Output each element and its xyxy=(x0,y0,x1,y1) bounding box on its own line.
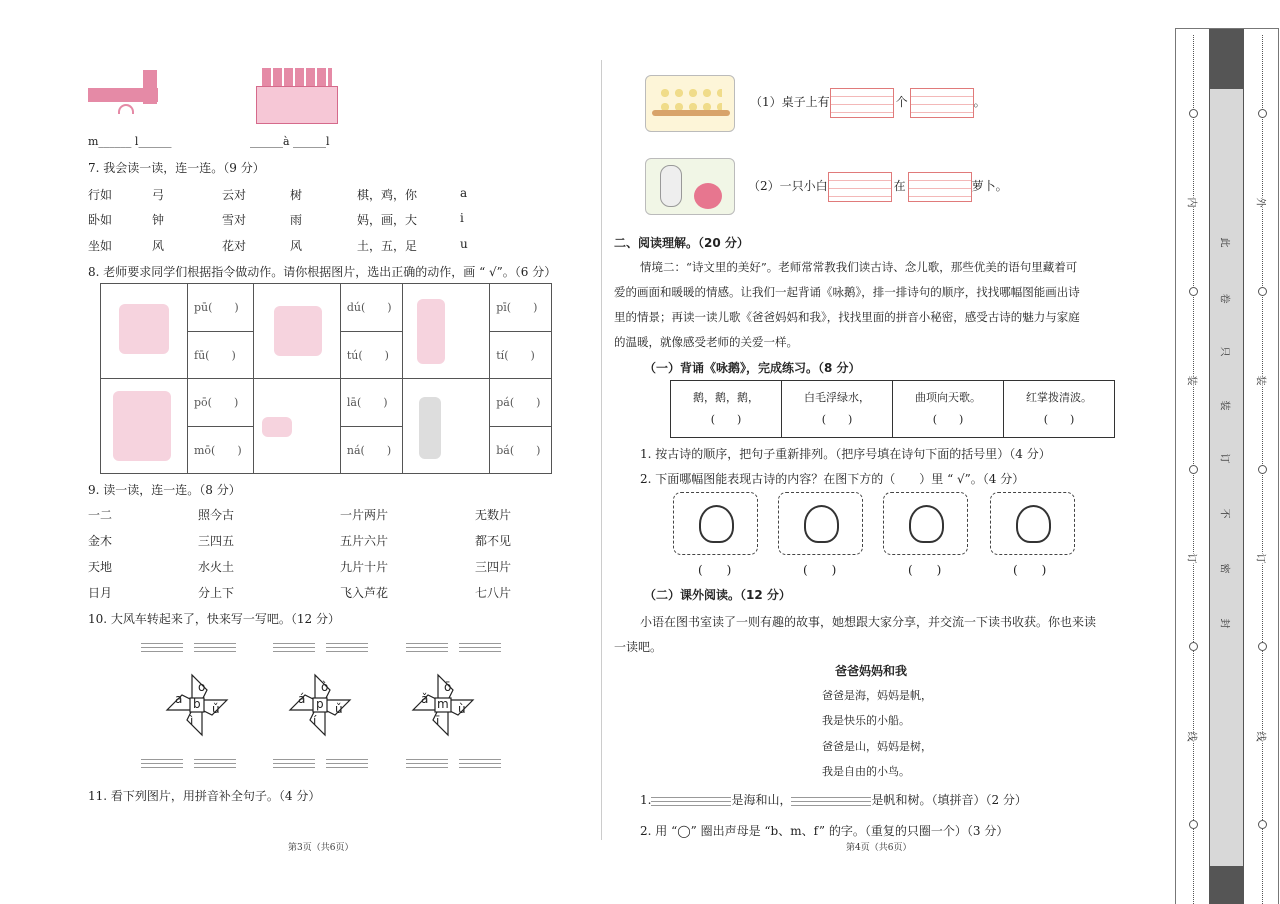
pinwheel-m xyxy=(408,670,478,740)
q7-cell: 花对 xyxy=(222,239,247,253)
poem-line: 爸爸是山，妈妈是树， xyxy=(822,740,932,753)
poem-order-table xyxy=(670,380,1115,438)
poem-line: 曲项向天歌。 xyxy=(915,391,981,404)
poem-line: 红掌拨清波。 xyxy=(1026,391,1092,404)
q9-cell: 天地 xyxy=(88,560,113,574)
part-1-q1: 1. 按古诗的顺序，把句子重新排列。（把序号填在诗句下面的括号里）（4 分） xyxy=(640,447,1051,461)
q8-option[interactable]: tí( ) xyxy=(490,331,552,379)
q9-cell: 照今古 xyxy=(198,508,235,522)
order-paren[interactable]: ( ) xyxy=(710,413,742,426)
sentence-2-end: 萝卜。 xyxy=(971,179,1008,193)
swan-image-1 xyxy=(673,492,758,555)
swan-image-2 xyxy=(778,492,863,555)
inner-label: 线 xyxy=(1186,732,1201,742)
blindfold-game-image xyxy=(101,379,188,474)
q8-option[interactable]: pī( ) xyxy=(490,284,552,332)
q9-cell: 水火土 xyxy=(198,560,235,574)
pinwheel-top: o xyxy=(198,680,206,694)
q7-cell: a xyxy=(460,186,468,200)
sentence-1-pre: （1）桌子上有 xyxy=(750,95,830,109)
q9-cell: 一二 xyxy=(88,508,113,522)
writing-lines[interactable] xyxy=(141,640,183,654)
poem-line: 我是快乐的小船。 xyxy=(822,714,910,727)
road-image xyxy=(88,70,160,122)
q6-blank-2: ______à ______l xyxy=(250,135,330,148)
sentence-1-end: 。 xyxy=(973,95,986,109)
q6-blank-1: m______ l______ xyxy=(88,135,172,148)
writing-lines[interactable] xyxy=(194,756,236,770)
climbing-ladder-image xyxy=(403,379,490,474)
crayon-box-image xyxy=(256,68,338,124)
pinwheel-right: ǔ xyxy=(212,702,220,716)
band-char: 此 xyxy=(1218,237,1230,248)
inner-label: 装 xyxy=(1186,376,1201,386)
pinwheel-b xyxy=(162,670,232,740)
q8-option[interactable]: lā( ) xyxy=(340,379,402,427)
q8-option[interactable]: mō( ) xyxy=(188,426,254,474)
sentence-2-pre: （2）一只小白 xyxy=(748,179,828,193)
pinwheel-top: ō xyxy=(444,680,452,694)
poem-line: 我是自由的小鸟。 xyxy=(822,765,910,778)
pinwheel-top: ò xyxy=(321,680,329,694)
binding-strip xyxy=(1175,28,1279,904)
pulling-cart-image xyxy=(253,379,340,474)
band-char: 装 xyxy=(1218,400,1230,411)
band-char: 密 xyxy=(1218,563,1230,574)
q7-cell: 卧如 xyxy=(88,213,113,227)
q7-cell: 妈，画，大 xyxy=(357,213,418,227)
q8-option[interactable]: pū( ) xyxy=(188,284,254,332)
q9-cell: 无数片 xyxy=(475,508,512,522)
q8-option[interactable]: fū( ) xyxy=(188,331,254,379)
q7-cell: 雨 xyxy=(290,213,303,227)
intro-line: 里的情景；再读一读儿歌《爸爸妈妈和我》，找找里面的拼音小秘密，感受古诗的魅力与家庭 xyxy=(614,310,1080,324)
pinwheel-center: p xyxy=(316,697,324,711)
pinwheel-bottom: ì xyxy=(190,714,194,728)
q7-cell: 棋，鸡，你 xyxy=(357,188,418,202)
poem-cell xyxy=(671,381,782,438)
q9-cell: 三四片 xyxy=(475,560,512,574)
q8-option[interactable]: pá( ) xyxy=(490,379,552,427)
pinwheel-left: a xyxy=(175,692,183,706)
writing-lines[interactable] xyxy=(326,756,368,770)
intro-line: 爱的画面和暖暖的情感。让我们一起背诵《咏鹅》，排一排诗句的顺序，找找哪幅图能画出诗 xyxy=(614,285,1080,299)
q9-cell: 都不见 xyxy=(475,534,512,548)
q7-cell: 风 xyxy=(152,239,165,253)
fill-box[interactable] xyxy=(828,172,892,202)
swan-paren[interactable]: ( ) xyxy=(1013,563,1047,577)
part-2-title: （二）课外阅读。（12 分） xyxy=(644,588,791,602)
outer-label: 装 xyxy=(1255,376,1270,386)
q7-cell: i xyxy=(460,211,464,225)
q11-title: 11. 看下列图片，用拼音补全句子。（4 分） xyxy=(88,789,321,803)
q8-option[interactable]: ná( ) xyxy=(340,426,402,474)
poem-line: 白毛浮绿水， xyxy=(804,391,870,404)
q7-cell: 土，五，足 xyxy=(357,239,418,253)
q7-cell: 坐如 xyxy=(88,239,113,253)
band-char: 卷 xyxy=(1218,293,1230,304)
band-char: 只 xyxy=(1218,346,1230,357)
outer-label: 外 xyxy=(1255,198,1270,208)
intro-line: 情境二：“诗文里的美好”。老师常常教我们读古诗、念儿歌，那些优美的语句里藏着可 xyxy=(640,260,1078,274)
pinwheel-p xyxy=(285,670,355,740)
writing-lines[interactable] xyxy=(406,640,448,654)
q8-title: 8. 老师要求同学们根据指令做动作。请你根据图片，选出正确的动作，画 “ √”。（6 分） xyxy=(88,265,557,279)
poem-line: 爸爸是海，妈妈是帆， xyxy=(822,689,932,702)
pinwheel-bottom: í xyxy=(313,714,317,728)
q9-cell: 一片两片 xyxy=(340,508,389,522)
page-footer-4: 第4页（共6页） xyxy=(846,843,912,853)
q7-cell: 钟 xyxy=(152,213,165,227)
reading-image xyxy=(253,284,340,379)
q9-cell: 七八片 xyxy=(475,586,512,600)
sentence-2-mid: 在 xyxy=(893,179,906,193)
rabbit-carrot-image xyxy=(645,158,735,215)
poem-title: 爸爸妈妈和我 xyxy=(835,664,908,678)
pears-on-table-image xyxy=(645,75,735,132)
page-footer-3: 第3页（共6页） xyxy=(288,843,354,853)
writing-lines[interactable] xyxy=(459,756,501,770)
bed-making-image xyxy=(101,284,188,379)
part-2-intro: 一读吧。 xyxy=(614,640,663,654)
q7-cell: 弓 xyxy=(152,188,165,202)
swan-paren[interactable]: ( ) xyxy=(803,563,837,577)
inner-label: 订 xyxy=(1186,554,1201,564)
writing-lines[interactable] xyxy=(326,640,368,654)
poem-cell xyxy=(782,381,893,438)
q7-cell: 行如 xyxy=(88,188,113,202)
band-char: 不 xyxy=(1218,508,1230,519)
order-paren[interactable]: ( ) xyxy=(932,413,964,426)
outer-label: 订 xyxy=(1255,554,1270,564)
sentence-1 xyxy=(750,87,986,118)
part-1-q2: 2. 下面哪幅图能表现古诗的内容？在图下方的（ ）里 “ √”。（4 分） xyxy=(640,472,1025,486)
band-char: 封 xyxy=(1218,618,1230,629)
writing-lines[interactable] xyxy=(273,756,315,770)
q8-option[interactable]: tú( ) xyxy=(340,331,402,379)
intro-line: 的温暖，就像感受老师的关爱一样。 xyxy=(614,335,798,349)
q7-cell: 雪对 xyxy=(222,213,247,227)
sentence-1-mid: 个 xyxy=(895,95,908,109)
q9-cell: 分上下 xyxy=(198,586,235,600)
q7-cell: 树 xyxy=(290,188,303,202)
band-char: 订 xyxy=(1218,453,1230,464)
writing-lines[interactable] xyxy=(406,756,448,770)
sentence-2 xyxy=(748,171,1008,202)
q-number: 1. xyxy=(640,793,652,807)
q9-cell: 五片六片 xyxy=(340,534,389,548)
pinyin-lines[interactable] xyxy=(791,794,871,808)
fill-box[interactable] xyxy=(910,88,974,118)
inner-label: 内 xyxy=(1186,198,1201,208)
carrying-bucket-image xyxy=(403,284,490,379)
binding-band xyxy=(1209,29,1244,904)
section-2-title: 二、阅读理解。（20 分） xyxy=(614,236,749,250)
poem-cell xyxy=(893,381,1004,438)
writing-lines[interactable] xyxy=(194,640,236,654)
pinwheel-bottom: ī xyxy=(436,714,440,728)
pinwheel-left: á xyxy=(298,692,306,706)
swan-image-4 xyxy=(990,492,1075,555)
swan-paren[interactable]: ( ) xyxy=(698,563,732,577)
pinwheel-right: ǔ xyxy=(335,702,343,716)
pinwheel-center: m xyxy=(437,697,449,711)
q7-cell: 风 xyxy=(290,239,303,253)
fill-box[interactable] xyxy=(830,88,894,118)
q9-cell: 三四五 xyxy=(198,534,235,548)
part-2-q1 xyxy=(640,792,1027,808)
q7-cell: u xyxy=(460,237,468,251)
writing-lines[interactable] xyxy=(459,640,501,654)
q8-option[interactable]: pō( ) xyxy=(188,379,254,427)
q-text: 是帆和树。（填拼音）（2 分） xyxy=(871,793,1027,807)
outer-label: 线 xyxy=(1255,732,1270,742)
q7-cell: 云对 xyxy=(222,188,247,202)
q8-option[interactable]: dú( ) xyxy=(340,284,402,332)
pinwheel-left: ǎ xyxy=(421,692,429,706)
swan-image-3 xyxy=(883,492,968,555)
q9-cell: 日月 xyxy=(88,586,113,600)
part-1-title: （一）背诵《咏鹅》，完成练习。（8 分） xyxy=(644,361,861,375)
q9-cell: 金木 xyxy=(88,534,113,548)
order-paren[interactable]: ( ) xyxy=(1043,413,1075,426)
q8-option[interactable]: bá( ) xyxy=(490,426,552,474)
page-divider xyxy=(601,60,602,840)
pinwheel-right: ù xyxy=(458,702,466,716)
order-paren[interactable]: ( ) xyxy=(821,413,853,426)
q7-title: 7. 我会读一读，连一连。（9 分） xyxy=(88,161,265,175)
pinwheel-center: b xyxy=(193,697,201,711)
q9-title: 9. 读一读，连一连。（8 分） xyxy=(88,483,241,497)
writing-lines[interactable] xyxy=(141,756,183,770)
poem-cell xyxy=(1004,381,1115,438)
pinyin-lines[interactable] xyxy=(651,794,731,808)
fill-box[interactable] xyxy=(908,172,972,202)
q9-cell: 九片十片 xyxy=(340,560,389,574)
part-2-q2: 2. 用 “◯” 圈出声母是 “b、m、f” 的字。（重复的只圈一个）（3 分） xyxy=(640,824,1009,838)
writing-lines[interactable] xyxy=(273,640,315,654)
part-2-intro: 小语在图书室读了一则有趣的故事，她想跟大家分享，并交流一下读书收获。你也来读 xyxy=(640,615,1097,629)
q8-table xyxy=(100,283,552,474)
q-text: 是海和山， xyxy=(731,793,792,807)
q10-title: 10. 大风车转起来了，快来写一写吧。（12 分） xyxy=(88,612,340,626)
swan-paren[interactable]: ( ) xyxy=(908,563,942,577)
q9-cell: 飞入芦花 xyxy=(340,586,389,600)
poem-line: 鹅，鹅，鹅， xyxy=(693,391,759,404)
